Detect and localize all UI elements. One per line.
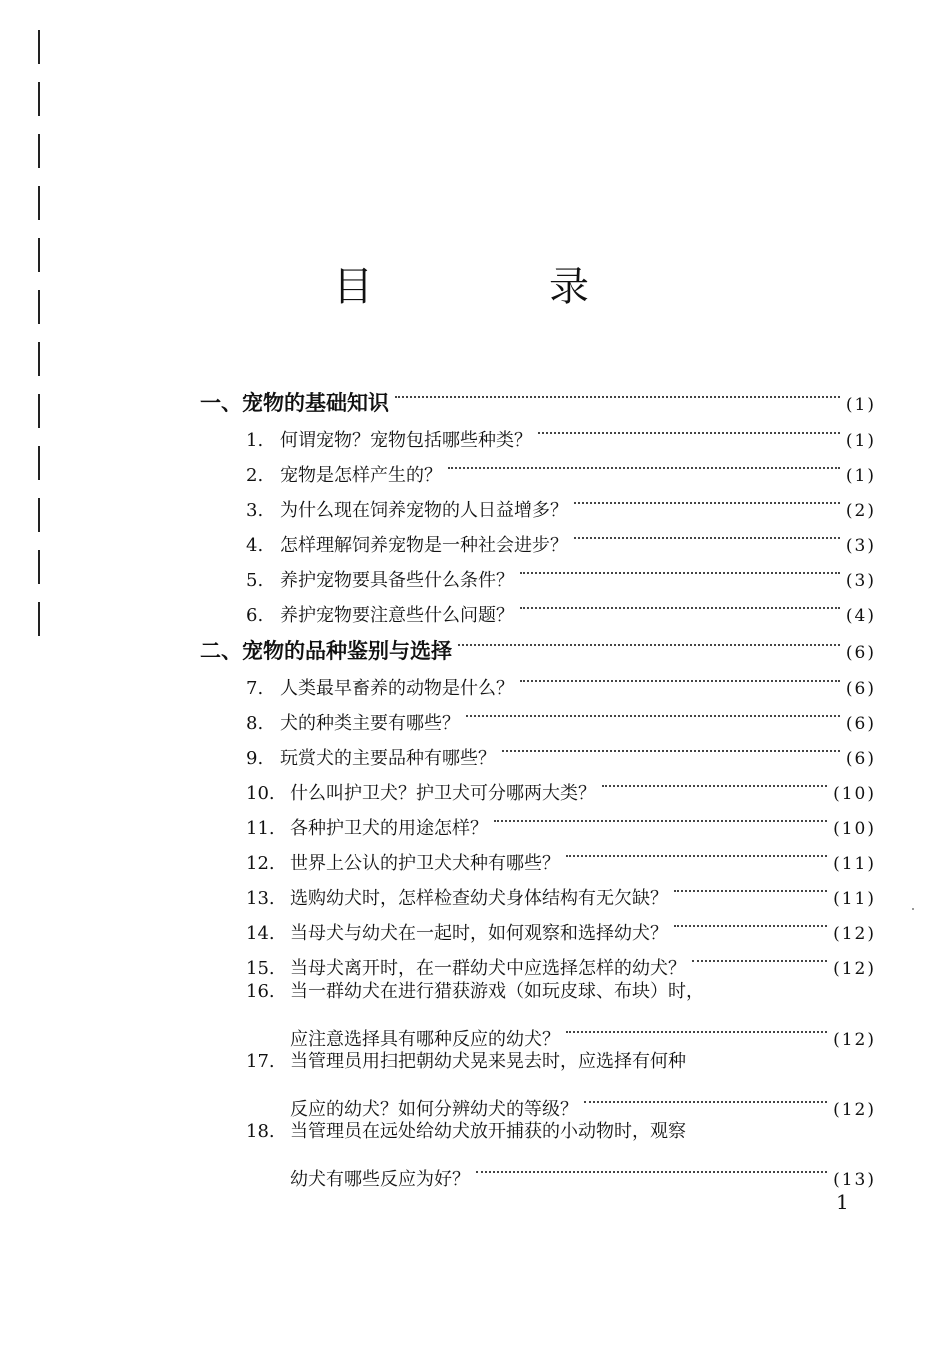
- page-ref: (1): [845, 466, 876, 486]
- entry-number: 2.: [246, 465, 264, 486]
- leader-dots: [692, 938, 827, 974]
- entry-number: 14.: [246, 923, 275, 944]
- toc-entry: [246, 1044, 876, 1080]
- entry-text: 养护宠物要具备些什么条件？: [280, 570, 514, 591]
- entry-text: 何谓宠物？宠物包括哪些种类？: [280, 430, 532, 451]
- toc-entry-continuation: [290, 1149, 876, 1190]
- entry-number: 12.: [246, 853, 275, 874]
- entry-number: 1.: [246, 430, 264, 451]
- leader-dots: [520, 658, 840, 694]
- toc-entry: [246, 728, 876, 769]
- entry-number: 16.: [246, 981, 275, 1002]
- leader-dots: [466, 693, 840, 729]
- entry-number: 13.: [246, 888, 275, 909]
- leader-dots: [674, 903, 827, 939]
- leader-dots: [674, 868, 827, 904]
- leader-dots: [584, 1079, 827, 1115]
- entry-number: 17.: [246, 1051, 275, 1072]
- leader-dots: [476, 1149, 827, 1185]
- toc-entry: [246, 515, 876, 556]
- entry-number: 10.: [246, 783, 275, 804]
- entry-text: 当母犬与幼犬在一起时，如何观察和选择幼犬？: [290, 923, 668, 944]
- toc-entry: [246, 658, 876, 699]
- section-heading: [200, 622, 876, 663]
- entry-number: 5.: [246, 570, 264, 591]
- page-ref: (10): [833, 784, 876, 804]
- page-ref: (11): [833, 889, 876, 909]
- page-ref: (2): [845, 501, 876, 521]
- page-ref: (12): [833, 1030, 876, 1050]
- leader-dots: [448, 445, 840, 481]
- page-ref: (6): [845, 714, 876, 734]
- toc-entry: [246, 445, 876, 486]
- toc-entry: [246, 763, 876, 804]
- entry-number: 3.: [246, 500, 264, 521]
- toc-entry: [246, 938, 876, 979]
- page-ref: (12): [833, 924, 876, 944]
- entry-number: 7.: [246, 678, 264, 699]
- page-ref: (6): [845, 749, 876, 769]
- page-ref: (6): [845, 679, 876, 699]
- page-ref: (13): [833, 1170, 876, 1190]
- scan-speck: [912, 908, 914, 910]
- toc-entry: [246, 1114, 876, 1150]
- page-ref: (6): [845, 643, 876, 663]
- entry-text-continuation: 应注意选择具有哪种反应的幼犬？: [290, 1029, 560, 1050]
- section-number: 一、: [200, 391, 242, 415]
- page-ref: (10): [833, 819, 876, 839]
- toc-entry-continuation: [290, 1009, 876, 1050]
- binding-marks: [30, 30, 44, 670]
- section-heading: [200, 374, 876, 415]
- page-ref: (4): [845, 606, 876, 626]
- entry-number: 15.: [246, 958, 275, 979]
- toc-entry: [246, 833, 876, 874]
- page-ref: (3): [845, 536, 876, 556]
- section-title: 宠物的品种鉴别与选择: [242, 639, 452, 663]
- leader-dots: [458, 622, 840, 658]
- leader-dots: [566, 1009, 827, 1045]
- entry-text: 宠物是怎样产生的？: [280, 465, 442, 486]
- entry-text-continuation: 反应的幼犬？如何分辨幼犬的等级？: [290, 1099, 578, 1120]
- entry-text: 养护宠物要注意些什么问题？: [280, 605, 514, 626]
- entry-text: 当管理员在远处给幼犬放开捕获的小动物时，观察: [290, 1121, 686, 1142]
- page-ref: (12): [833, 959, 876, 979]
- entry-text: 选购幼犬时，怎样检查幼犬身体结构有无欠缺？: [290, 888, 668, 909]
- entry-text: 怎样理解饲养宠物是一种社会进步？: [280, 535, 568, 556]
- leader-dots: [574, 515, 840, 551]
- leader-dots: [502, 728, 840, 764]
- leader-dots: [395, 374, 840, 410]
- entry-text: 世界上公认的护卫犬犬种有哪些？: [290, 853, 560, 874]
- leader-dots: [520, 585, 840, 621]
- entry-text: 为什么现在饲养宠物的人日益增多？: [280, 500, 568, 521]
- toc-entry: [246, 868, 876, 909]
- section-number: 二、: [200, 639, 242, 663]
- toc-entry: [246, 903, 876, 944]
- toc-entry: [246, 480, 876, 521]
- toc-entry: [246, 693, 876, 734]
- entry-text: 当一群幼犬在进行猎获游戏（如玩皮球、布块）时，: [290, 981, 704, 1002]
- page-ref: (11): [833, 854, 876, 874]
- page-title: 目 录: [333, 264, 657, 310]
- toc-entry-continuation: [290, 1079, 876, 1120]
- page-ref: (1): [845, 395, 876, 415]
- leader-dots: [566, 833, 827, 869]
- entry-text: 犬的种类主要有哪些？: [280, 713, 460, 734]
- entry-number: 11.: [246, 818, 275, 839]
- entry-number: 6.: [246, 605, 264, 626]
- entry-text: 当母犬离开时，在一群幼犬中应选择怎样的幼犬？: [290, 958, 686, 979]
- entry-number: 8.: [246, 713, 264, 734]
- entry-number: 4.: [246, 535, 264, 556]
- page-number: 1: [836, 1190, 849, 1214]
- entry-number: 18.: [246, 1121, 275, 1142]
- entry-number: 9.: [246, 748, 264, 769]
- entry-text: 玩赏犬的主要品种有哪些？: [280, 748, 496, 769]
- entry-text-continuation: 幼犬有哪些反应为好？: [290, 1169, 470, 1190]
- leader-dots: [494, 798, 827, 834]
- leader-dots: [574, 480, 840, 516]
- section-title: 宠物的基础知识: [242, 391, 389, 415]
- page-ref: (3): [845, 571, 876, 591]
- entry-text: 什么叫护卫犬？护卫犬可分哪两大类？: [290, 783, 596, 804]
- leader-dots: [520, 550, 840, 586]
- page-ref: (1): [845, 431, 876, 451]
- toc-entry: [246, 550, 876, 591]
- toc-entry: [246, 798, 876, 839]
- entry-text: 人类最早畜养的动物是什么？: [280, 678, 514, 699]
- page-ref: (12): [833, 1100, 876, 1120]
- leader-dots: [602, 763, 827, 799]
- entry-text: 当管理员用扫把朝幼犬晃来晃去时，应选择有何种: [290, 1051, 686, 1072]
- toc-entry: [246, 585, 876, 626]
- toc-entry: [246, 410, 876, 451]
- leader-dots: [538, 410, 840, 446]
- entry-text: 各种护卫犬的用途怎样？: [290, 818, 488, 839]
- toc-entry: [246, 974, 876, 1010]
